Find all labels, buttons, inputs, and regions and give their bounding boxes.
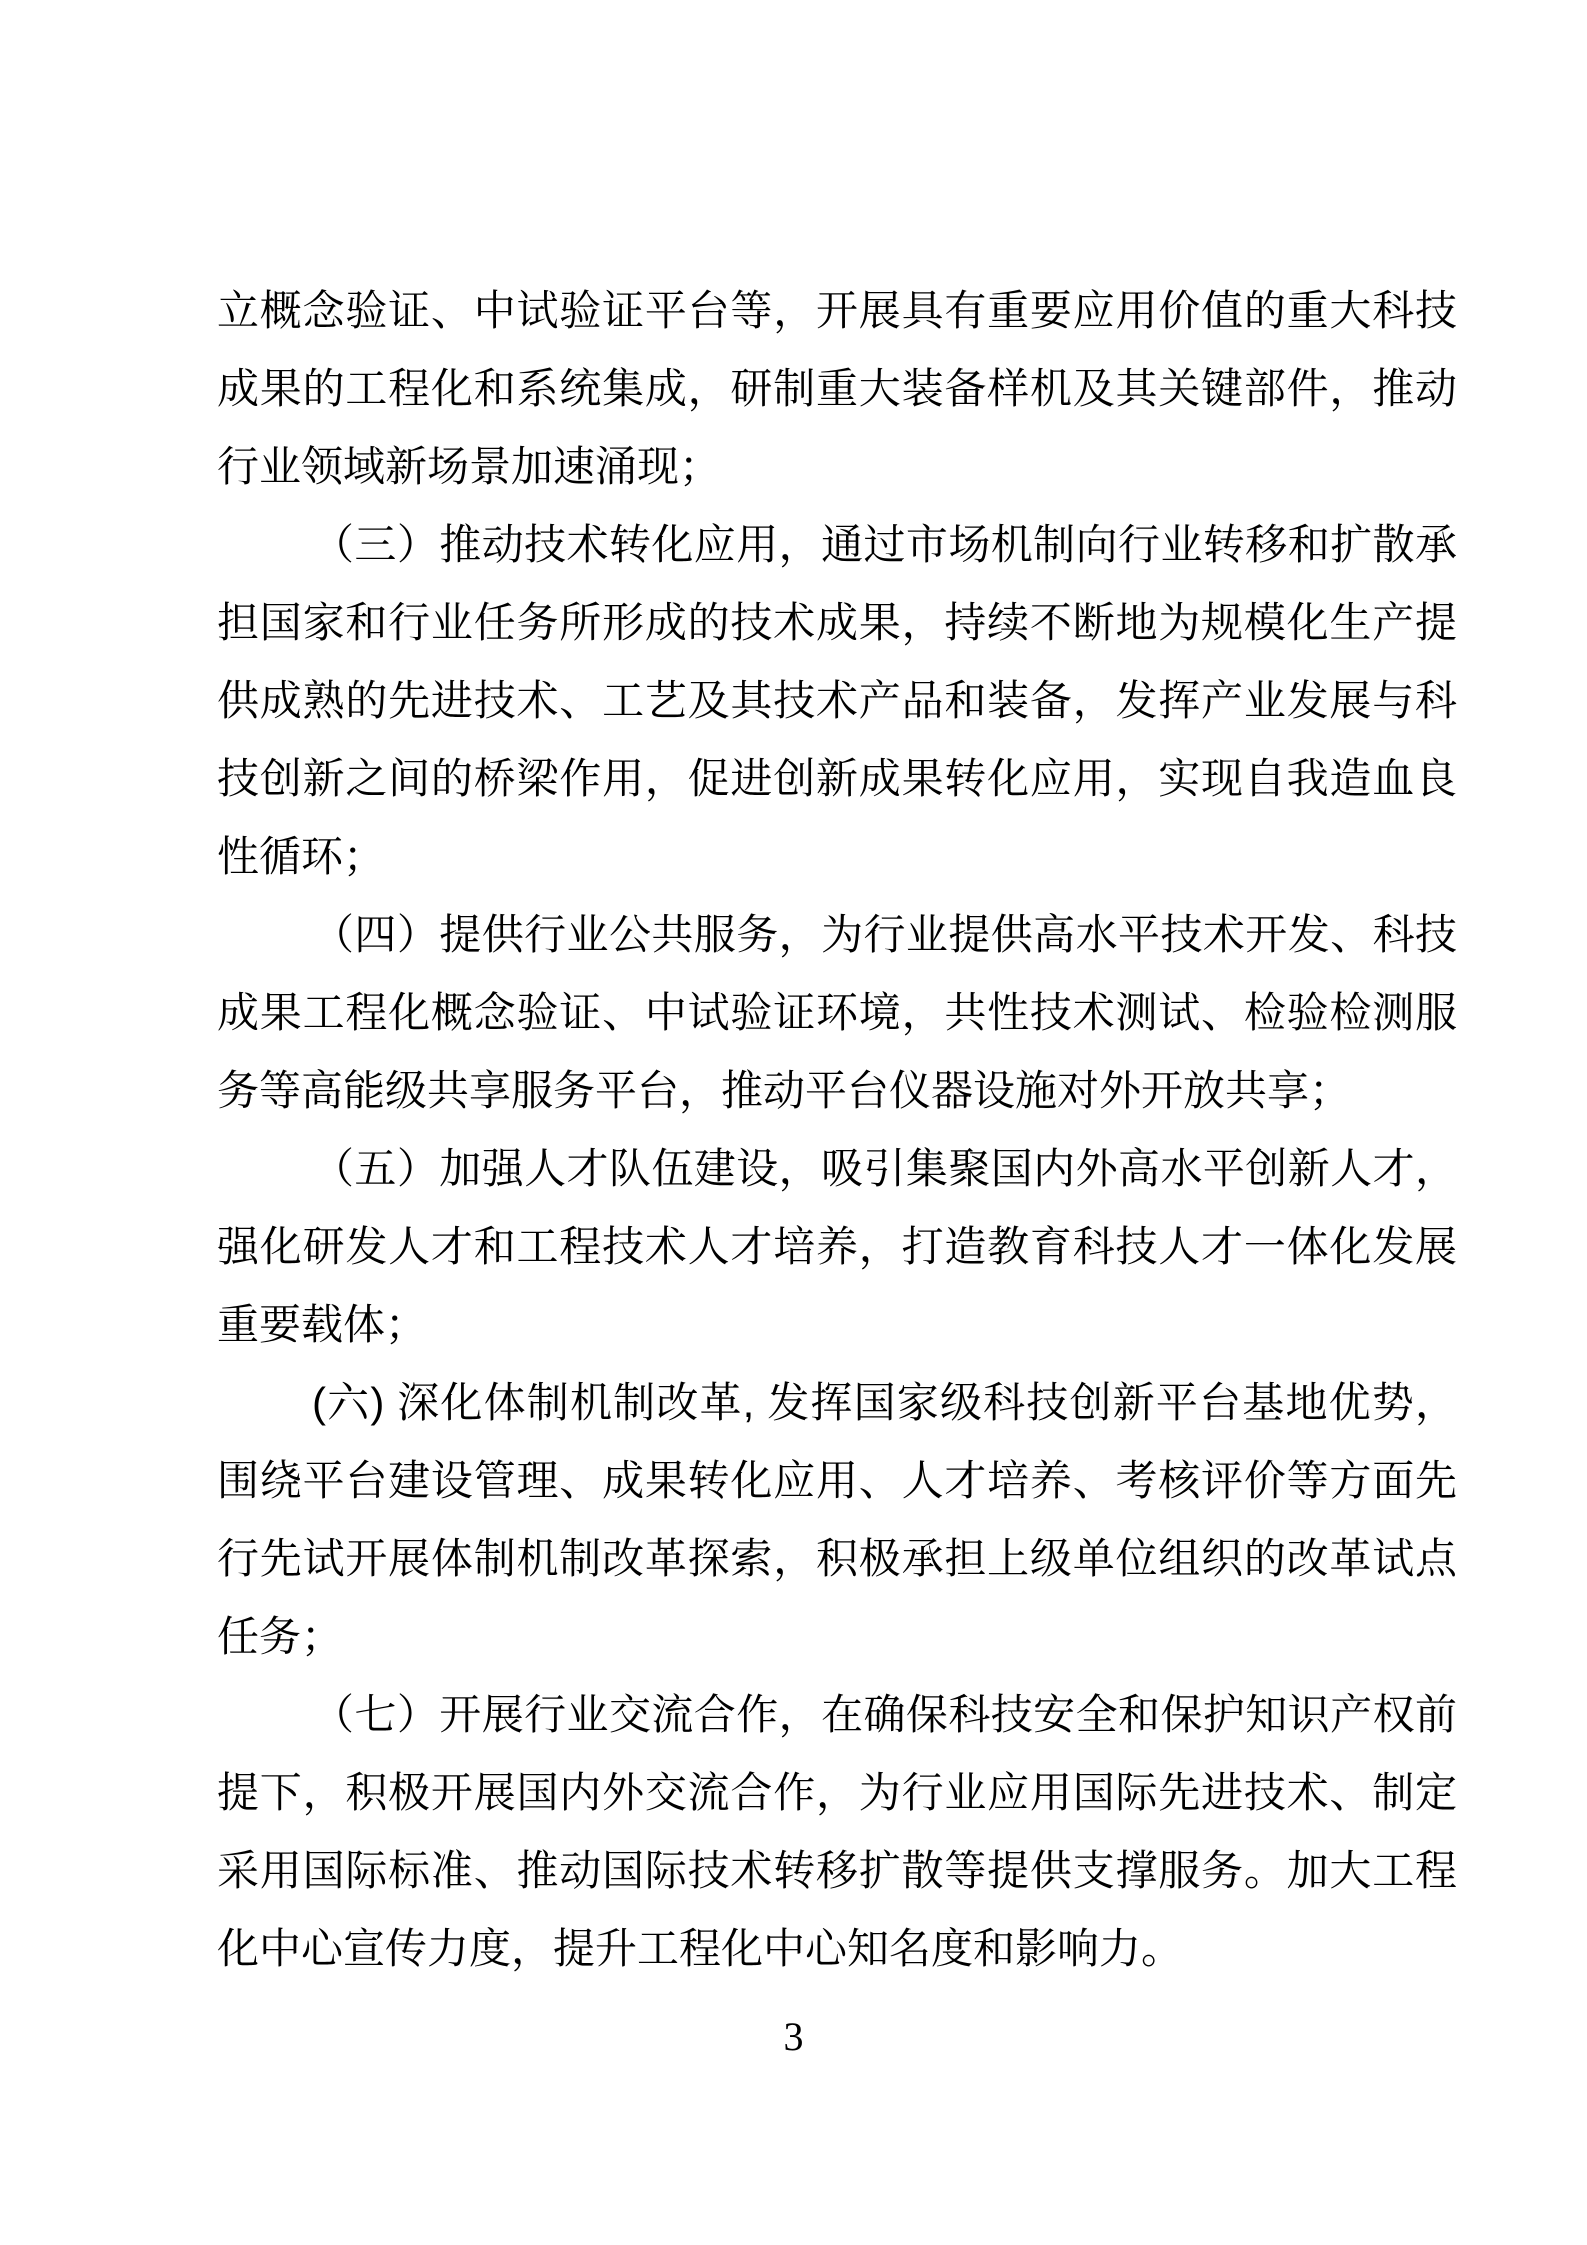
text-line: 担国家和行业任务所形成的技术成果，持续不断地为规模化生产提	[217, 599, 1457, 646]
text-line: 行先试开展体制机制改革探索，积极承担上级单位组织的改革试点	[217, 1535, 1457, 1582]
text-line: 供成熟的先进技术、工艺及其技术产品和装备，发挥产业发展与科	[217, 677, 1457, 724]
text-line: （五）加强人才队伍建设，吸引集聚国内外高水平创新人才，	[312, 1145, 1457, 1192]
page-number: 3	[783, 2014, 804, 2059]
text-line: 提下，积极开展国内外交流合作，为行业应用国际先进技术、制定	[217, 1769, 1457, 1816]
text-line: 化中心宣传力度，提升工程化中心知名度和影响力。	[217, 1925, 1184, 1972]
text-line: 行业领域新场景加速涌现；	[217, 443, 722, 490]
document-body	[217, 272, 1457, 1988]
text-line: 成果的工程化和系统集成，研制重大装备样机及其关键部件，推动	[217, 365, 1457, 412]
text-line: 立概念验证、中试验证平台等，开展具有重要应用价值的重大科技	[217, 287, 1457, 334]
text-line: （七）开展行业交流合作，在确保科技安全和保护知识产权前	[312, 1691, 1457, 1738]
text-line: 成果工程化概念验证、中试验证环境，共性技术测试、检验检测服	[217, 989, 1457, 1036]
text-line: 性循环；	[217, 833, 386, 880]
text-line: （三）推动技术转化应用，通过市场机制向行业转移和扩散承	[312, 521, 1457, 568]
text-line: 强化研发人才和工程技术人才培养，打造教育科技人才一体化发展	[217, 1223, 1457, 1270]
text-line: 技创新之间的桥梁作用，促进创新成果转化应用，实现自我造血良	[217, 755, 1457, 802]
text-line: 重要载体；	[217, 1301, 428, 1348]
text-line: 务等高能级共享服务平台，推动平台仪器设施对外开放共享；	[217, 1067, 1352, 1114]
text-line: 围绕平台建设管理、成果转化应用、人才培养、考核评价等方面先	[217, 1457, 1457, 1504]
text-line: 采用国际标准、推动国际技术转移扩散等提供支撑服务。加大工程	[217, 1847, 1457, 1894]
text-line: 任务；	[217, 1613, 344, 1660]
text-line: （四）提供行业公共服务，为行业提供高水平技术开发、科技	[312, 911, 1457, 958]
text-line: (六) 深化体制机制改革, 发挥国家级科技创新平台基地优势，	[312, 1379, 1457, 1426]
